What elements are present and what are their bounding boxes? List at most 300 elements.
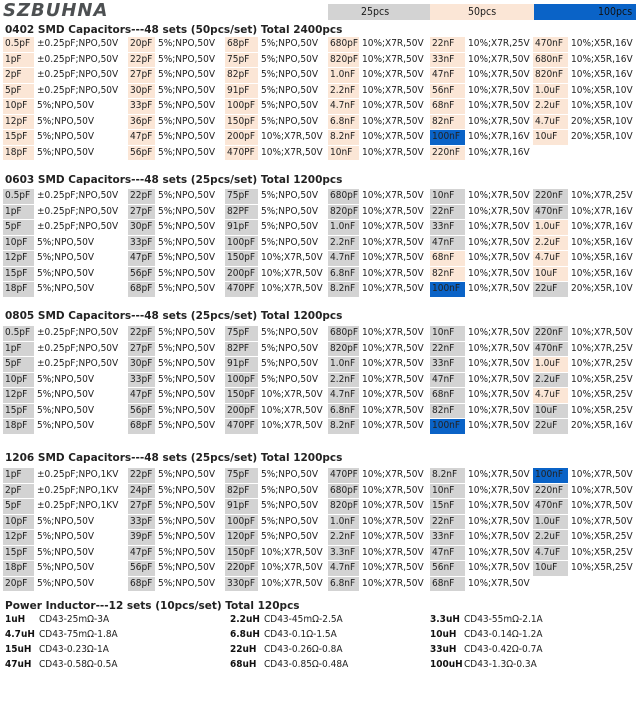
capacitance-value: 47nF (430, 373, 465, 388)
capacitor-spec: 10%;X7R,50V (261, 131, 323, 142)
capacitor-spec: 5%;NPO,50V (158, 100, 215, 111)
legend-25pcs: 25pcs (328, 4, 430, 20)
capacitance-value: 82PF (225, 342, 258, 357)
capacitor-spec: 5%;NPO,50V (158, 53, 215, 65)
capacitance-value: 150pF (225, 546, 258, 561)
capacitor-spec: 10%;X7R,50V (468, 546, 530, 558)
table-row (3, 205, 636, 221)
capacitor-spec: 10%;X7R,50V (362, 205, 424, 217)
capacitance-value: 68nF (430, 251, 465, 266)
capacitance-value: 68pF (128, 282, 155, 297)
table-row (5, 657, 635, 672)
capacitance-value: 220pF (225, 561, 258, 576)
capacitance-value: 2pF (3, 484, 34, 499)
capacitance-value: 47nF (430, 236, 465, 251)
capacitance-value: 22pF (128, 326, 155, 341)
table-row (3, 84, 636, 100)
capacitor-spec: 5%;NPO,50V (261, 84, 318, 96)
capacitor-spec: 10%;X7R,50V (362, 327, 424, 338)
capacitor-spec: 5%;NPO,50V (261, 190, 318, 201)
capacitor-spec: 5%;NPO,50V (158, 420, 215, 431)
capacitor-spec: 5%;NPO,50V (261, 221, 318, 232)
capacitance-value: 5pF (3, 357, 34, 372)
capacitance-value: 4.7uF (533, 115, 568, 130)
capacitance-value: 10nF (328, 146, 359, 161)
table-row (3, 236, 636, 252)
capacitance-value: 1.0nF (328, 68, 359, 83)
capacitance-value: 91pF (225, 357, 258, 372)
capacitance-value: 1pF (3, 53, 34, 68)
capacitor-spec: 5%;NPO,50V (261, 115, 318, 127)
capacitance-value: 100nF (430, 419, 465, 434)
capacitance-value: 680pF (328, 189, 359, 204)
capacitance-value: 4.7uF (533, 546, 568, 561)
inductance-value: 4.7uH (5, 629, 35, 640)
capacitor-spec: 10%;X7R,50V (362, 115, 424, 127)
capacitance-value: 56pF (128, 561, 155, 576)
table-row (3, 546, 636, 562)
capacitance-value: 1.0uF (533, 220, 568, 235)
capacitance-value: 220nF (533, 326, 568, 341)
capacitor-spec: 10%;X5R,16V (571, 267, 633, 279)
table-row (5, 642, 635, 657)
capacitance-value: 470PF (225, 146, 258, 161)
capacitance-value: 22nF (430, 515, 465, 530)
capacitance-value: 680pF (328, 484, 359, 499)
capacitor-spec: 10%;X7R,50V (468, 115, 530, 127)
capacitance-value: 36pF (128, 115, 155, 130)
capacitance-value: 820nF (533, 68, 568, 83)
capacitance-value: 1.0uF (533, 357, 568, 372)
capacitor-spec: ±0.25pF;NPO,50V (37, 38, 119, 49)
table-row (3, 561, 636, 577)
capacitance-value: 470PF (225, 282, 258, 297)
capacitance-value: 30pF (128, 220, 155, 235)
capacitor-spec: ±0.25pF;NPO,50V (37, 205, 119, 217)
capacitance-value: 100nF (430, 130, 465, 145)
table-row (3, 146, 636, 162)
capacitance-value: 470PF (328, 468, 359, 483)
grid-0402 (3, 37, 636, 161)
capacitance-value: 820pF (328, 499, 359, 514)
capacitance-value: 82nF (430, 115, 465, 130)
capacitor-spec: 5%;NPO,50V (261, 205, 318, 217)
capacitor-spec: 10%;X7R,50V (468, 69, 530, 80)
capacitor-spec: ±0.25pF;NPO,1KV (37, 469, 119, 480)
table-row (3, 282, 636, 298)
capacitor-spec: 10%;X5R,16V (571, 38, 633, 49)
capacitor-spec: 10%;X7R,50V (362, 469, 424, 480)
capacitance-value: 15pF (3, 546, 34, 561)
inductance-value: 6.8uH (230, 629, 260, 640)
capacitor-spec: 5%;NPO,50V (37, 146, 94, 158)
capacitance-value: 2.2nF (328, 373, 359, 388)
capacitor-spec: 10%;X5R,10V (571, 100, 633, 111)
inductance-value: 100uH (430, 659, 463, 670)
capacitor-spec: 10%;X7R,50V (468, 236, 530, 248)
capacitor-spec: 5%;NPO,50V (261, 484, 318, 496)
capacitor-spec: 5%;NPO,50V (37, 115, 94, 127)
capacitance-value: 10nF (430, 326, 465, 341)
capacitance-value: 56pF (128, 404, 155, 419)
capacitor-spec: 5%;NPO,50V (261, 358, 318, 369)
capacitor-spec: 5%;NPO,50V (261, 38, 318, 49)
capacitor-spec: 10%;X5R,25V (571, 562, 633, 573)
capacitor-spec: 10%;X7R,50V (468, 327, 530, 338)
capacitance-value: 6.8nF (328, 115, 359, 130)
capacitance-value: 470nF (533, 499, 568, 514)
capacitance-value: 8.2nF (430, 468, 465, 483)
capacitance-value: 47pF (128, 251, 155, 266)
capacitor-spec: 5%;NPO,50V (158, 205, 215, 217)
capacitor-spec: 10%;X7R,50V (261, 267, 323, 279)
capacitance-value: 2.2uF (533, 373, 568, 388)
capacitor-spec: 10%;X7R,50V (571, 515, 633, 527)
capacitance-value: 56nF (430, 561, 465, 576)
table-row (3, 68, 636, 84)
capacitance-value: 10uF (533, 267, 568, 282)
capacitor-spec: 10%;X7R,50V (571, 484, 633, 496)
capacitor-spec: 5%;NPO,50V (158, 404, 215, 416)
grid-0805 (3, 326, 636, 435)
capacitance-value: 100nF (430, 282, 465, 297)
capacitor-spec: 5%;NPO,50V (158, 500, 215, 511)
capacitor-spec: 5%;NPO,50V (37, 515, 94, 527)
capacitance-value: 200pF (225, 130, 258, 145)
inductor-spec: CD43-0.85Ω-0.48A (264, 659, 349, 670)
capacitance-value: 220nF (533, 484, 568, 499)
capacitor-spec: 10%;X7R,50V (468, 252, 530, 263)
capacitor-spec: 10%;X7R,50V (468, 562, 530, 573)
inductor-spec: CD43-45mΩ-2.5A (264, 614, 343, 625)
capacitance-value: 82PF (225, 205, 258, 220)
capacitance-value: 100pF (225, 236, 258, 251)
capacitance-value: 2.2nF (328, 530, 359, 545)
capacitance-value: 6.8nF (328, 267, 359, 282)
capacitor-spec: 10%;X7R,50V (362, 546, 424, 558)
capacitor-spec: 5%;NPO,50V (158, 327, 215, 338)
capacitor-spec: 10%;X7R,50V (468, 100, 530, 111)
capacitance-value: 680pF (328, 326, 359, 341)
table-row (3, 419, 636, 435)
capacitance-value: 82pF (225, 68, 258, 83)
capacitor-spec: 10%;X5R,25V (571, 389, 633, 400)
capacitance-value: 24pF (128, 484, 155, 499)
capacitor-spec: 10%;X7R,50V (468, 515, 530, 527)
capacitor-spec: 5%;NPO,50V (158, 115, 215, 127)
capacitance-value: 220nF (533, 189, 568, 204)
capacitor-spec: 10%;X7R,16V (571, 221, 633, 232)
capacitance-value: 47pF (128, 546, 155, 561)
capacitor-spec: 10%;X7R,25V (468, 38, 530, 49)
capacitor-spec: 20%;X5R,10V (571, 283, 633, 294)
capacitor-spec: 10%;X7R,50V (468, 84, 530, 96)
capacitor-spec: 5%;NPO,50V (37, 283, 94, 294)
inductance-value: 3.3uH (430, 614, 460, 625)
table-row (3, 530, 636, 546)
capacitor-spec: 5%;NPO,50V (37, 531, 94, 542)
capacitance-value: 2.2nF (328, 236, 359, 251)
capacitance-value: 100pF (225, 99, 258, 114)
capacitance-value: 2pF (3, 68, 34, 83)
capacitance-value: 8.2nF (328, 419, 359, 434)
capacitance-value: 1pF (3, 205, 34, 220)
capacitor-spec: 10%;X5R,16V (571, 69, 633, 80)
capacitor-spec: 5%;NPO,50V (261, 236, 318, 248)
capacitance-value: 10uF (533, 130, 568, 145)
table-row (3, 130, 636, 146)
capacitor-spec: 5%;NPO,50V (37, 546, 94, 558)
capacitance-value: 82nF (430, 404, 465, 419)
capacitor-spec: 10%;X7R,50V (362, 267, 424, 279)
capacitor-spec: 5%;NPO,50V (158, 531, 215, 542)
capacitance-value: 100nF (533, 468, 568, 483)
capacitance-value: 10pF (3, 373, 34, 388)
capacitance-value: 82nF (430, 267, 465, 282)
capacitor-spec: 10%;X5R,16V (571, 252, 633, 263)
capacitance-value: 10pF (3, 236, 34, 251)
capacitance-value: 5pF (3, 220, 34, 235)
inductance-value: 47uH (5, 659, 32, 670)
table-row (3, 53, 636, 69)
capacitance-value: 15pF (3, 267, 34, 282)
capacitor-spec: 5%;NPO,50V (261, 53, 318, 65)
capacitor-spec: 10%;X7R,50V (261, 283, 323, 294)
capacitor-spec: 5%;NPO,50V (158, 131, 215, 142)
capacitance-value: 470PF (225, 419, 258, 434)
capacitor-spec: 20%;X5R,16V (571, 420, 633, 431)
capacitance-value: 27pF (128, 499, 155, 514)
capacitor-spec: 10%;X7R,50V (362, 53, 424, 65)
capacitor-spec: 5%;NPO,50V (158, 69, 215, 80)
capacitor-spec: 10%;X7R,50V (362, 221, 424, 232)
capacitance-value: 12pF (3, 530, 34, 545)
capacitance-value: 12pF (3, 388, 34, 403)
capacitor-spec: 5%;NPO,50V (158, 236, 215, 248)
capacitance-value: 75pF (225, 53, 258, 68)
capacitor-spec: 10%;X7R,16V (468, 131, 530, 142)
capacitor-spec: 5%;NPO,50V (158, 373, 215, 385)
capacitor-spec: 10%;X5R,25V (571, 531, 633, 542)
inductance-value: 1uH (5, 614, 26, 625)
capacitance-value: 150pF (225, 251, 258, 266)
capacitor-spec: 10%;X7R,50V (468, 53, 530, 65)
capacitor-spec: 5%;NPO,50V (261, 500, 318, 511)
capacitance-value: 4.7uF (533, 388, 568, 403)
inductor-spec: CD43-0.26Ω-0.8A (264, 644, 343, 655)
capacitor-spec: 5%;NPO,50V (37, 577, 94, 589)
capacitor-spec: 5%;NPO,50V (261, 100, 318, 111)
capacitance-value: 0.5pF (3, 326, 34, 341)
capacitor-spec: 5%;NPO,50V (261, 515, 318, 527)
table-row (5, 627, 635, 642)
capacitor-spec: 10%;X7R,50V (261, 546, 323, 558)
capacitance-value: 33nF (430, 220, 465, 235)
legend-100pcs: 100pcs (534, 4, 636, 20)
capacitance-value: 1.0uF (533, 515, 568, 530)
capacitance-value: 22nF (430, 37, 465, 52)
capacitance-value: 33nF (430, 530, 465, 545)
inductor-spec: CD43-0.1Ω-1.5A (264, 629, 337, 640)
table-row (3, 326, 636, 342)
inductance-value: 68uH (230, 659, 257, 670)
capacitance-value: 470nF (533, 205, 568, 220)
capacitor-spec: 10%;X7R,50V (571, 469, 633, 480)
capacitor-spec: 10%;X7R,50V (362, 404, 424, 416)
capacitance-value: 2.2uF (533, 530, 568, 545)
capacitor-spec: 10%;X7R,50V (468, 342, 530, 354)
capacitor-spec: 10%;X7R,50V (468, 283, 530, 294)
capacitance-value: 56pF (128, 267, 155, 282)
capacitor-spec: 5%;NPO,50V (37, 131, 94, 142)
capacitor-spec: 5%;NPO,50V (37, 236, 94, 248)
capacitance-value: 91pF (225, 499, 258, 514)
capacitance-value: 12pF (3, 251, 34, 266)
capacitance-value: 10pF (3, 515, 34, 530)
inductance-value: 10uH (430, 629, 457, 640)
capacitor-spec: 10%;X7R,50V (261, 562, 323, 573)
capacitance-value: 5pF (3, 499, 34, 514)
capacitor-spec: 10%;X7R,50V (362, 342, 424, 354)
capacitor-spec: 10%;X7R,50V (362, 146, 424, 158)
capacitance-value: 10nF (430, 484, 465, 499)
capacitor-spec: 10%;X7R,50V (468, 205, 530, 217)
capacitance-value: 47nF (430, 68, 465, 83)
capacitance-value: 33nF (430, 53, 465, 68)
capacitor-spec: 5%;NPO,50V (158, 38, 215, 49)
capacitor-spec: 5%;NPO,50V (261, 531, 318, 542)
capacitance-value: 91pF (225, 220, 258, 235)
capacitance-value: 0.5pF (3, 189, 34, 204)
table-row (3, 220, 636, 236)
capacitor-spec: 10%;X7R,50V (362, 515, 424, 527)
capacitor-spec: 10%;X7R,50V (362, 283, 424, 294)
inductor-spec: CD43-1.3Ω-0.3A (464, 659, 537, 670)
capacitor-spec: 10%;X7R,25V (571, 190, 633, 201)
capacitance-value: 20pF (3, 577, 34, 592)
capacitance-value: 15nF (430, 499, 465, 514)
capacitance-value: 5pF (3, 84, 34, 99)
capacitance-value: 15pF (3, 404, 34, 419)
capacitance-value: 200pF (225, 267, 258, 282)
capacitance-value: 680nF (533, 53, 568, 68)
section-title-0402: 0402 SMD Capacitors---48 sets (50pcs/set) Total 2400pcs (5, 24, 343, 36)
capacitor-spec: 10%;X7R,50V (468, 389, 530, 400)
capacitor-spec: ±0.25pF;NPO,1KV (37, 484, 119, 496)
capacitance-value: 10nF (430, 189, 465, 204)
capacitor-spec: 10%;X7R,50V (468, 404, 530, 416)
section-title-0805: 0805 SMD Capacitors---48 sets (25pcs/set) Total 1200pcs (5, 310, 343, 322)
capacitance-value: 22nF (430, 342, 465, 357)
table-row (5, 612, 635, 627)
capacitance-value: 91pF (225, 84, 258, 99)
capacitance-value: 6.8nF (328, 577, 359, 592)
capacitance-value: 150pF (225, 388, 258, 403)
capacitance-value: 4.7uF (533, 251, 568, 266)
capacitor-spec: 10%;X7R,50V (362, 38, 424, 49)
capacitance-value: 1pF (3, 468, 34, 483)
capacitor-spec: ±0.25pF;NPO,50V (37, 53, 119, 65)
capacitor-spec: 10%;X7R,50V (468, 500, 530, 511)
capacitance-value: 22pF (128, 53, 155, 68)
capacitor-spec: 10%;X7R,50V (261, 404, 323, 416)
capacitor-spec: 10%;X7R,50V (468, 484, 530, 496)
table-row (3, 515, 636, 531)
inductor-spec: CD43-0.23Ω-1A (39, 644, 109, 655)
capacitor-spec: 10%;X5R,25V (571, 404, 633, 416)
table-row (3, 388, 636, 404)
capacitance-value: 1.0nF (328, 357, 359, 372)
table-row (3, 484, 636, 500)
capacitor-spec: 5%;NPO,50V (158, 252, 215, 263)
inductance-value: 2.2uH (230, 614, 260, 625)
capacitor-spec: 10%;X7R,25V (571, 358, 633, 369)
section-title-inductors: Power Inductor---12 sets (10pcs/set) Total 120pcs (5, 600, 300, 612)
capacitor-spec: 10%;X7R,50V (261, 146, 323, 158)
capacitance-value: 0.5pF (3, 37, 34, 52)
capacitor-spec: 10%;X7R,50V (468, 577, 530, 589)
brand-logo: SZBUHNA (3, 0, 109, 21)
capacitance-value: 150pF (225, 115, 258, 130)
capacitor-spec: 5%;NPO,50V (158, 267, 215, 279)
capacitance-value: 4.7nF (328, 251, 359, 266)
capacitor-spec: 5%;NPO,50V (158, 577, 215, 589)
capacitance-value: 68nF (430, 577, 465, 592)
capacitor-spec: 5%;NPO,50V (261, 327, 318, 338)
capacitor-spec: 5%;NPO,50V (158, 484, 215, 496)
capacitor-spec: ±0.25pF;NPO,50V (37, 84, 119, 96)
capacitance-value: 4.7nF (328, 388, 359, 403)
capacitance-value: 22pF (128, 468, 155, 483)
capacitance-value: 22uF (533, 282, 568, 297)
capacitor-spec: 10%;X7R,50V (362, 500, 424, 511)
capacitance-value: 18pF (3, 561, 34, 576)
capacitance-value: 75pF (225, 468, 258, 483)
capacitor-spec: 5%;NPO,50V (158, 146, 215, 158)
inductor-spec: CD43-75mΩ-1.8A (39, 629, 118, 640)
capacitance-value: 680pF (328, 37, 359, 52)
capacitance-value: 68pF (128, 577, 155, 592)
capacitor-spec: ±0.25pF;NPO,50V (37, 69, 119, 80)
table-row (3, 342, 636, 358)
capacitor-spec: 20%;X5R,10V (571, 115, 633, 127)
inductor-spec: CD43-25mΩ-3A (39, 614, 110, 625)
capacitance-value: 75pF (225, 189, 258, 204)
capacitance-value: 470nF (533, 37, 568, 52)
capacitance-value: 27pF (128, 205, 155, 220)
capacitor-spec: 10%;X7R,50V (362, 190, 424, 201)
capacitor-spec: 10%;X5R,16V (571, 53, 633, 65)
capacitor-spec: 10%;X7R,50V (362, 131, 424, 142)
capacitance-value: 33pF (128, 373, 155, 388)
capacitance-value: 120pF (225, 530, 258, 545)
capacitance-value: 33pF (128, 99, 155, 114)
capacitor-spec: 10%;X7R,16V (571, 205, 633, 217)
capacitor-spec: 5%;NPO,50V (37, 252, 94, 263)
table-row (3, 189, 636, 205)
capacitor-spec: 5%;NPO,50V (158, 562, 215, 573)
table-row (3, 37, 636, 53)
capacitance-value: 27pF (128, 342, 155, 357)
table-row (3, 499, 636, 515)
capacitor-spec: 5%;NPO,50V (37, 389, 94, 400)
capacitance-value: 68pF (225, 37, 258, 52)
capacitance-value: 1pF (3, 342, 34, 357)
capacitor-spec: 10%;X7R,50V (261, 420, 323, 431)
inductor-table (5, 612, 635, 672)
capacitor-spec: 10%;X7R,50V (362, 389, 424, 400)
capacitance-value: 470nF (533, 342, 568, 357)
